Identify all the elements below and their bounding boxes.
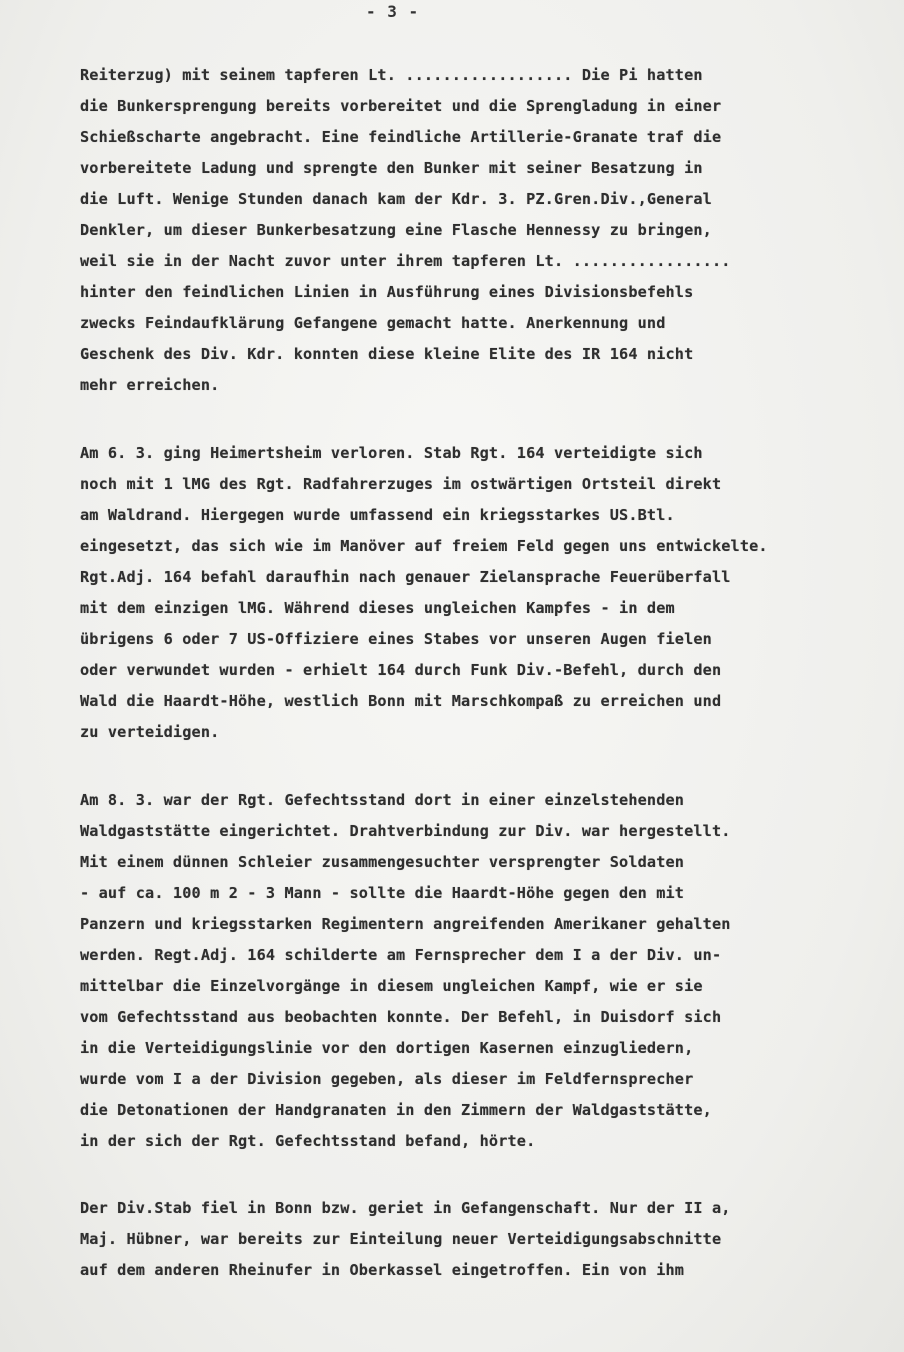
text-line: Panzern und kriegsstarken Regimentern angreifenden Amerikaner gehalten: [80, 915, 731, 933]
text-line: mit dem einzigen lMG. Während dieses ungleichen Kampfes - in dem: [80, 599, 675, 617]
text-line: in der sich der Rgt. Gefechtsstand befand, hörte.: [80, 1132, 536, 1150]
text-line: Rgt.Adj. 164 befahl daraufhin nach genauer Zielansprache Feuerüberfall: [80, 568, 731, 586]
text-line: weil sie in der Nacht zuvor unter ihrem tapferen Lt. .................: [80, 252, 731, 270]
text-line: zwecks Feindaufklärung Gefangene gemacht hatte. Anerkennung und: [80, 314, 666, 332]
text-line: Denkler, um dieser Bunkerbesatzung eine Flasche Hennessy zu bringen,: [80, 221, 712, 239]
text-line: Reiterzug) mit seinem tapferen Lt. .................. Die Pi hatten: [80, 66, 703, 84]
text-line: eingesetzt, das sich wie im Manöver auf freiem Feld gegen uns entwickelte.: [80, 537, 768, 555]
page-number: - 3 -: [366, 2, 420, 21]
text-line: zu verteidigen.: [80, 723, 220, 741]
text-line: Schießscharte angebracht. Eine feindliche Artillerie-Granate traf die: [80, 128, 722, 146]
paragraph-3: [80, 785, 880, 1157]
text-line: auf dem anderen Rheinufer in Oberkassel eingetroffen. Ein von ihm: [80, 1261, 685, 1279]
text-line: übrigens 6 oder 7 US-Offiziere eines Stabes vor unseren Augen fielen: [80, 630, 712, 648]
text-line: hinter den feindlichen Linien in Ausführung eines Divisionsbefehls: [80, 283, 694, 301]
paragraph-2: [80, 438, 880, 748]
text-line: die Bunkersprengung bereits vorbereitet und die Sprengladung in einer: [80, 97, 722, 115]
text-line: vorbereitete Ladung und sprengte den Bunker mit seiner Besatzung in: [80, 159, 703, 177]
text-line: in die Verteidigungslinie vor den dortigen Kasernen einzugliedern,: [80, 1039, 694, 1057]
text-line: noch mit 1 lMG des Rgt. Radfahrerzuges im ostwärtigen Ortsteil direkt: [80, 475, 722, 493]
text-line: am Waldrand. Hiergegen wurde umfassend ein kriegsstarkes US.Btl.: [80, 506, 675, 524]
text-line: Maj. Hübner, war bereits zur Einteilung neuer Verteidigungsabschnitte: [80, 1230, 722, 1248]
text-line: vom Gefechtsstand aus beobachten konnte. Der Befehl, in Duisdorf sich: [80, 1008, 722, 1026]
paragraph-4: [80, 1193, 880, 1286]
text-line: die Luft. Wenige Stunden danach kam der Kdr. 3. PZ.Gren.Div.,General: [80, 190, 712, 208]
paragraph-1: [80, 60, 880, 401]
text-line: Mit einem dünnen Schleier zusammengesuchter versprengter Soldaten: [80, 853, 685, 871]
text-line: Am 8. 3. war der Rgt. Gefechtsstand dort in einer einzelstehenden: [80, 791, 685, 809]
text-line: werden. Regt.Adj. 164 schilderte am Fernsprecher dem I a der Div. un-: [80, 946, 722, 964]
text-line: mehr erreichen.: [80, 376, 220, 394]
text-line: wurde vom I a der Division gegeben, als dieser im Feldfernsprecher: [80, 1070, 694, 1088]
text-line: oder verwundet wurden - erhielt 164 durch Funk Div.-Befehl, durch den: [80, 661, 722, 679]
text-line: Waldgaststätte eingerichtet. Drahtverbindung zur Div. war hergestellt.: [80, 822, 731, 840]
text-line: Der Div.Stab fiel in Bonn bzw. geriet in Gefangenschaft. Nur der II a,: [80, 1199, 731, 1217]
text-line: Am 6. 3. ging Heimertsheim verloren. Stab Rgt. 164 verteidigte sich: [80, 444, 703, 462]
text-line: - auf ca. 100 m 2 - 3 Mann - sollte die Haardt-Höhe gegen den mit: [80, 884, 685, 902]
text-line: Geschenk des Div. Kdr. konnten diese kleine Elite des IR 164 nicht: [80, 345, 694, 363]
text-line: mittelbar die Einzelvorgänge in diesem ungleichen Kampf, wie er sie: [80, 977, 703, 995]
text-line: die Detonationen der Handgranaten in den Zimmern der Waldgaststätte,: [80, 1101, 712, 1119]
text-line: Wald die Haardt-Höhe, westlich Bonn mit Marschkompaß zu erreichen und: [80, 692, 722, 710]
